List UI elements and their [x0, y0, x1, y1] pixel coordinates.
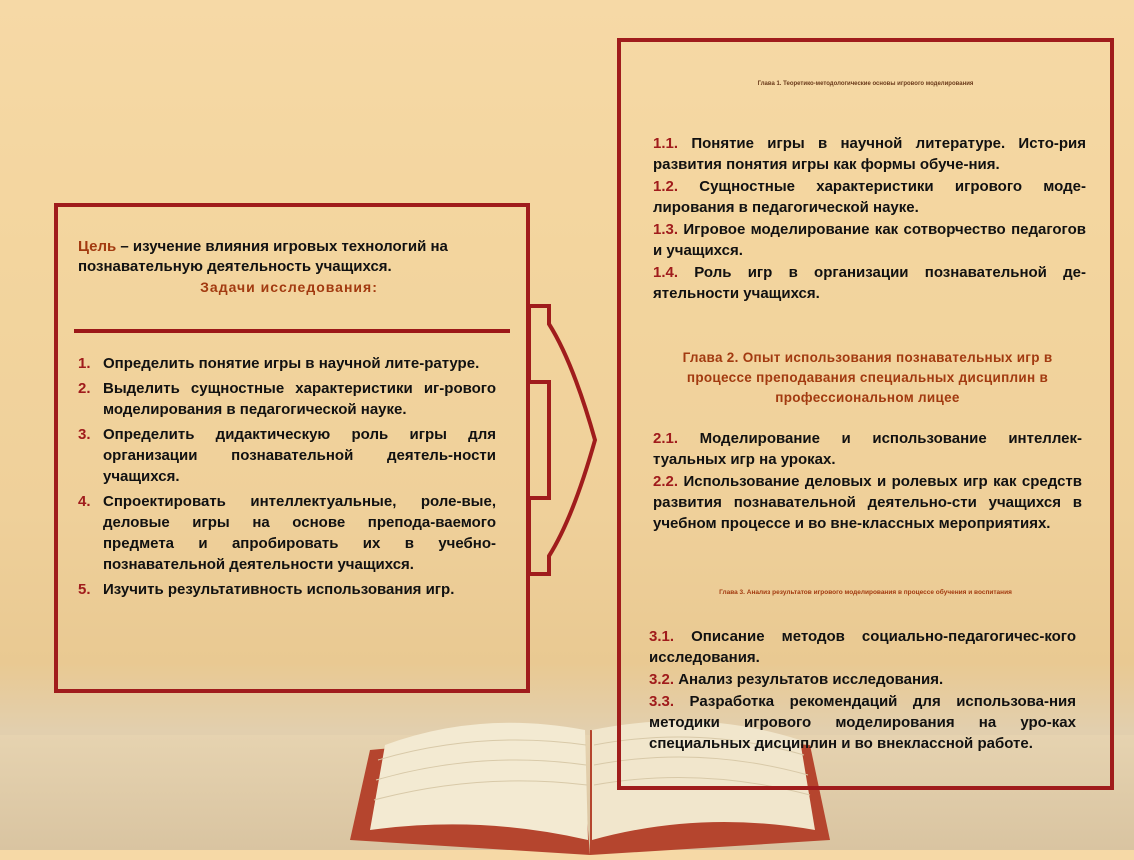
right-arrow-icon	[527, 302, 599, 578]
chapter1-title: Глава 1. Теоретико-методологические основы игрового моделирования	[757, 81, 974, 87]
item-number: 1.3.	[653, 221, 679, 238]
tasks-title: Задачи исследования:	[200, 279, 378, 295]
item-text: Сущностные характеристики игрового моде-лирования в педагогической науке.	[653, 178, 1086, 216]
item-text: Анализ результатов исследования.	[674, 671, 944, 688]
contents-panel	[617, 38, 1114, 790]
list-item	[78, 491, 496, 575]
list-item	[78, 378, 496, 420]
item-number: 3.3.	[649, 693, 675, 710]
item-text: Игровое моделирование как сотворчество педагогов и учащихся.	[653, 221, 1086, 259]
item-number: 5.	[78, 581, 91, 598]
list-item	[78, 424, 496, 487]
item-number: 1.1.	[653, 135, 679, 152]
item-text: Понятие игры в научной литературе. Исто-рия развития понятия игры как формы обуче-ния.	[653, 135, 1086, 173]
divider	[74, 329, 510, 333]
item-text: Моделирование и использование интеллек-туальных игр на уроках.	[653, 430, 1082, 468]
chapter2-sections	[653, 428, 1082, 535]
item-text: Изучить результативность использования игр.	[103, 581, 455, 598]
list-item	[78, 353, 496, 374]
item-number: 3.1.	[649, 628, 675, 645]
item-number: 3.2.	[649, 671, 675, 688]
chapter3-title: Глава 3. Анализ результатов игрового моделирования в процессе обучения и воспитания	[719, 589, 1012, 596]
item-number: 1.	[78, 355, 91, 372]
item-text: Определить понятие игры в научной лите-ратуре.	[103, 355, 480, 372]
list-item	[649, 626, 1076, 668]
item-number: 2.	[78, 380, 91, 397]
list-item	[653, 219, 1086, 261]
list-item	[653, 471, 1082, 534]
item-number: 4.	[78, 493, 91, 510]
item-text: Спроектировать интеллектуальные, роле-вые, деловые игры на основе препода-ваемого предмета и апробировать их в учебно-познавательной деятельности учащихся.	[103, 493, 496, 573]
item-text: Выделить сущностные характеристики иг-рового моделирования в педагогической науке.	[103, 380, 496, 418]
item-number: 2.1.	[653, 430, 679, 447]
item-text: Описание методов социально-педагогичес-кого исследования.	[649, 628, 1076, 666]
chapter2-title: Глава 2. Опыт использования познавательных игр в процессе преподавания специальных дисциплин в профессиональном лицее	[682, 350, 1053, 405]
item-number: 1.4.	[653, 264, 679, 281]
item-text: Роль игр в организации познавательной де-ятельности учащихся.	[653, 264, 1086, 302]
list-item	[653, 176, 1086, 218]
list-item	[653, 133, 1086, 175]
goals-panel	[54, 203, 530, 693]
chapter3-sections	[649, 626, 1076, 755]
item-number: 1.2.	[653, 178, 679, 195]
item-text: Использование деловых и ролевых игр как средств развития познавательной деятельно-сти учащихся в учебном процессе и во вне-классных мероприятиях.	[653, 473, 1082, 532]
list-item	[653, 428, 1082, 470]
list-item	[78, 579, 496, 600]
goal-statement	[78, 237, 500, 277]
task-list	[78, 353, 496, 604]
list-item	[653, 262, 1086, 304]
goal-text: – изучение влияния игровых технологий на познавательную деятельность учащихся.	[78, 238, 448, 275]
item-number: 2.2.	[653, 473, 679, 490]
chapter1-sections	[653, 133, 1086, 305]
list-item	[649, 669, 1076, 690]
item-text: Определить дидактическую роль игры для организации познавательной деятель-ности учащихся.	[103, 426, 496, 485]
item-text: Разработка рекомендаций для использова-ния методики игрового моделирования на уро-ках специальных дисциплин и во внеклассной работе.	[649, 693, 1076, 752]
goal-label: Цель	[78, 238, 117, 255]
list-item	[649, 691, 1076, 754]
item-number: 3.	[78, 426, 91, 443]
